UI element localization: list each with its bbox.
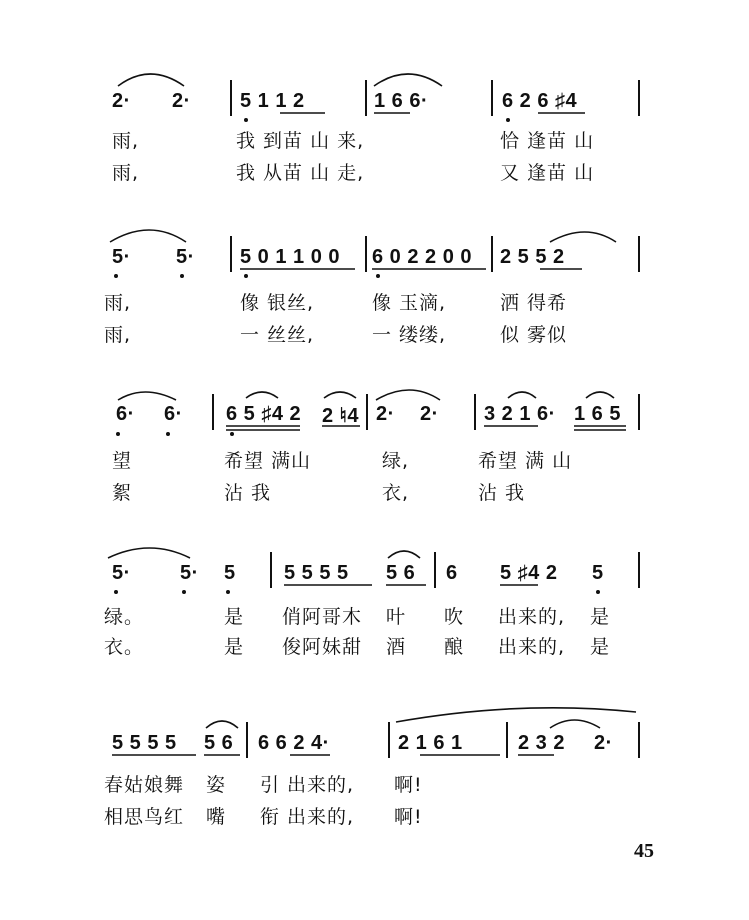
note-group: 2· [594,732,613,754]
note-group: 5· [112,562,131,584]
lyric: 是 [224,606,245,628]
octave-dot [596,590,600,594]
bar-line [638,394,640,430]
lyric: 衔 出来的, [260,806,355,828]
lyric: 沾 我 [478,482,526,504]
note-group: 6 5 ♯4 2 [226,403,302,425]
slur-mark [508,392,536,398]
octave-dot [114,274,118,278]
note-group: 3 2 1 6· [484,403,556,425]
note-group: 5 5 5 5 [284,562,349,584]
octave-dot [182,590,186,594]
note-group: 2 ♮4 [322,405,359,427]
octave-dot [244,118,248,122]
note-group: 6 2 6 ♯4 [502,90,578,112]
bar-line [365,236,367,272]
lyric: 啊! [394,806,423,828]
note-group: 5 [592,562,604,584]
bar-line [212,394,214,430]
note-group: 2· [172,90,191,112]
lyric: 绿, [382,450,410,472]
slur-mark [396,708,636,722]
bar-line [506,722,508,758]
octave-dot [180,274,184,278]
bar-line [366,394,368,430]
octave-dot [114,590,118,594]
note-group: 6 0 2 2 0 0 [372,246,473,268]
slur-mark [586,392,614,398]
bar-line [638,552,640,588]
note-group: 1 6 5 [574,403,621,425]
note-group: 6 6 2 4· [258,732,330,754]
slur-mark [324,392,356,398]
lyric: 俏阿哥木 [282,606,363,628]
lyric: 绿。 [104,606,145,628]
note-group: 5 0 1 1 0 0 [240,246,341,268]
lyric: 恰 逢苗 山 [500,130,595,152]
note-group: 5· [180,562,199,584]
octave-dot [226,590,230,594]
bar-line [491,80,493,116]
slur-mark [388,551,420,558]
lyric: 絮 [112,482,133,504]
lyric: 我 从苗 山 走, [236,162,365,184]
note-group: 5· [176,246,195,268]
slur-mark [550,232,616,242]
bar-line [388,722,390,758]
note-group: 2· [112,90,131,112]
note-group: 5 5 5 5 [112,732,177,754]
note-group: 1 6 6· [374,90,429,112]
lyric: 引 出来的, [260,774,355,796]
note-group: 5 ♯4 2 [500,562,558,584]
lyric: 希望 满 山 [478,450,573,472]
lyric: 雨, [112,130,140,152]
bar-line [491,236,493,272]
slur-mark [376,390,440,400]
lyric: 叶 [386,606,407,628]
octave-dot [116,432,120,436]
octave-dot [506,118,510,122]
lyric: 是 [590,636,611,658]
note-group: 2 3 2 [518,732,565,754]
lyric: 像 银丝, [240,292,315,314]
note-group: 5 6 [386,562,416,584]
lyric: 是 [224,636,245,658]
note-group: 6· [116,403,135,425]
bar-line [434,552,436,588]
note-group: 6· [164,403,183,425]
note-group: 6 [446,562,458,584]
note-group: 2 1 6 1 [398,732,463,754]
slur-mark [118,74,184,86]
lyric: 一 丝丝, [240,324,315,346]
note-group: 5· [112,246,131,268]
lyric: 衣, [382,482,410,504]
note-group: 5 6 [204,732,234,754]
note-group: 5 1 1 2 [240,90,305,112]
lyric: 洒 得希 [500,292,568,314]
lyric: 相思鸟红 [104,806,185,828]
bar-line [246,722,248,758]
slur-mark [118,392,176,400]
lyric: 又 逢苗 山 [500,162,595,184]
lyric: 像 玉滴, [372,292,447,314]
lyric: 春姑娘舞 [104,774,185,796]
bar-line [638,722,640,758]
lyric: 吹 [444,606,465,628]
lyric: 雨, [104,292,132,314]
slur-mark [110,230,186,242]
note-group: 2· [420,403,439,425]
slur-mark [108,548,190,558]
bar-line [270,552,272,588]
slur-mark [246,392,278,398]
slur-mark [550,720,600,728]
bar-line [474,394,476,430]
octave-dot [244,274,248,278]
lyric: 出来的, [498,606,566,628]
lyric: 雨, [104,324,132,346]
octave-dot [166,432,170,436]
page-number: 45 [634,840,654,862]
bar-line [230,80,232,116]
lyric: 一 缕缕, [372,324,447,346]
lyric: 出来的, [498,636,566,658]
lyric: 似 雾似 [500,324,568,346]
lyric: 酒 [386,636,407,658]
lyric: 啊! [394,774,423,796]
lyric: 姿 [206,774,227,796]
octave-dot [376,274,380,278]
note-group: 2 5 5 2 [500,246,565,268]
lyric: 我 到苗 山 来, [236,130,365,152]
note-group: 2· [376,403,395,425]
bar-line [365,80,367,116]
slur-mark [206,721,238,728]
lyric: 嘴 [206,806,227,828]
bar-line [230,236,232,272]
lyric: 雨, [112,162,140,184]
lyric: 沾 我 [224,482,272,504]
bar-line [638,80,640,116]
note-group: 5 [224,562,236,584]
octave-dot [230,432,234,436]
lyric: 是 [590,606,611,628]
lyric: 望 [112,450,133,472]
slur-mark [374,74,442,86]
lyric: 希望 满山 [224,450,312,472]
lyric: 俊阿妹甜 [282,636,363,658]
lyric: 酿 [444,636,465,658]
lyric: 衣。 [104,636,145,658]
bar-line [638,236,640,272]
